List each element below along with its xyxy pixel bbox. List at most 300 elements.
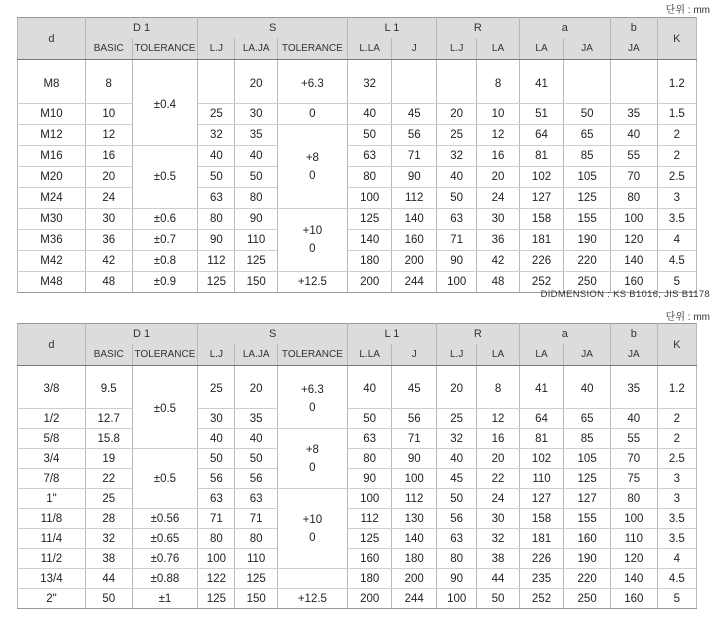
cell-a-la: 110: [519, 469, 564, 489]
cell-b-ja: 140: [610, 251, 657, 272]
cell-d1-tolerance: ±0.5: [132, 366, 198, 449]
cell-a-ja: 160: [564, 529, 611, 549]
header-l1: L 1: [347, 18, 436, 39]
cell-r-lj: 20: [437, 104, 477, 125]
table-row: [18, 429, 697, 449]
cell-a-ja: [564, 60, 611, 104]
cell-basic: 12.7: [85, 409, 132, 429]
cell-k: 2: [657, 409, 696, 429]
cell-r-la: 8: [477, 366, 519, 409]
cell-s-laja: 50: [235, 449, 277, 469]
cell-r-lj: 25: [437, 409, 477, 429]
cell-l1-j: 112: [392, 188, 437, 209]
cell-l1-j: 56: [392, 125, 437, 146]
header-s: S: [198, 324, 348, 345]
cell-k: 5: [657, 589, 696, 609]
header-r: R: [437, 18, 520, 39]
header-l1-j: J: [392, 38, 437, 60]
cell-l1-lla: 40: [347, 104, 392, 125]
cell-s-lj: 25: [198, 104, 235, 125]
cell-s-lj: 56: [198, 469, 235, 489]
table-row: [18, 449, 697, 469]
cell-basic: 22: [85, 469, 132, 489]
cell-l1-j: 90: [392, 167, 437, 188]
cell-a-ja: 125: [564, 188, 611, 209]
cell-s-laja: 35: [235, 125, 277, 146]
tol-zero: 0: [309, 461, 316, 474]
cell-r-la: 8: [477, 60, 519, 104]
cell-r-la: 42: [477, 251, 519, 272]
cell-d: 7/8: [18, 469, 86, 489]
cell-l1-lla: 180: [347, 251, 392, 272]
cell-a-la: 41: [519, 60, 564, 104]
header-s-tolerance: TOLERANCE: [277, 38, 347, 60]
cell-r-lj: 90: [437, 251, 477, 272]
cell-l1-j: 140: [392, 529, 437, 549]
cell-l1-lla: 112: [347, 509, 392, 529]
table-row: [18, 569, 697, 589]
header-s: S: [198, 18, 348, 39]
cell-l1-lla: 200: [347, 272, 392, 293]
cell-a-la: 64: [519, 409, 564, 429]
cell-r-lj: [437, 60, 477, 104]
header-b: b: [610, 18, 657, 39]
cell-l1-lla: 32: [347, 60, 392, 104]
cell-s-lj: 80: [198, 209, 235, 230]
cell-l1-lla: 160: [347, 549, 392, 569]
cell-r-la: 32: [477, 529, 519, 549]
tol-plus: +8: [305, 443, 319, 456]
cell-a-ja: 125: [564, 469, 611, 489]
cell-d1-tolerance: ±0.7: [132, 230, 198, 251]
cell-b-ja: 35: [610, 104, 657, 125]
cell-r-la: 16: [477, 429, 519, 449]
cell-basic: 28: [85, 509, 132, 529]
cell-b-ja: 40: [610, 409, 657, 429]
cell-s-tolerance: [277, 209, 347, 272]
cell-r-la: 30: [477, 509, 519, 529]
cell-s-lj: 50: [198, 449, 235, 469]
tol-plus: +8: [305, 151, 319, 164]
cell-a-ja: 190: [564, 549, 611, 569]
cell-basic: 9.5: [85, 366, 132, 409]
cell-a-ja: 220: [564, 251, 611, 272]
cell-s-laja: 71: [235, 509, 277, 529]
cell-l1-j: 100: [392, 469, 437, 489]
cell-b-ja: [610, 60, 657, 104]
cell-k: 3.5: [657, 209, 696, 230]
cell-d1-tolerance: ±0.6: [132, 209, 198, 230]
cell-s-tolerance: [277, 429, 347, 489]
cell-b-ja: 140: [610, 569, 657, 589]
cell-r-lj: 63: [437, 209, 477, 230]
cell-l1-lla: 100: [347, 489, 392, 509]
cell-basic: 42: [85, 251, 132, 272]
cell-r-la: 16: [477, 146, 519, 167]
cell-b-ja: 100: [610, 509, 657, 529]
cell-d: 1": [18, 489, 86, 509]
cell-r-la: 38: [477, 549, 519, 569]
cell-r-la: 20: [477, 449, 519, 469]
tol-zero: 0: [309, 243, 316, 255]
cell-basic: 24: [85, 188, 132, 209]
cell-a-ja: 250: [564, 272, 611, 293]
header-b-ja: JA: [610, 344, 657, 366]
cell-k: 3: [657, 489, 696, 509]
cell-s-lj: 63: [198, 489, 235, 509]
tol-plus: +10: [302, 225, 323, 237]
table-row: [18, 529, 697, 549]
cell-d1-tolerance: ±0.5: [132, 449, 198, 509]
header-r-lj: L.J: [437, 344, 477, 366]
cell-a-la: 127: [519, 188, 564, 209]
cell-r-lj: 71: [437, 230, 477, 251]
cell-l1-j: 200: [392, 569, 437, 589]
cell-l1-j: 244: [392, 272, 437, 293]
cell-s-lj: 71: [198, 509, 235, 529]
cell-l1-lla: 140: [347, 230, 392, 251]
cell-d: M16: [18, 146, 86, 167]
cell-b-ja: 80: [610, 188, 657, 209]
table-row: [18, 251, 697, 272]
cell-r-lj: 40: [437, 449, 477, 469]
cell-s-laja: 90: [235, 209, 277, 230]
cell-s-lj: 125: [198, 589, 235, 609]
cell-r-lj: 40: [437, 167, 477, 188]
cell-r-la: 50: [477, 589, 519, 609]
table-row: [18, 230, 697, 251]
cell-s-tolerance: 0: [277, 104, 347, 125]
cell-s-tolerance: +12.5: [277, 589, 347, 609]
cell-l1-j: 90: [392, 449, 437, 469]
cell-basic: 15.8: [85, 429, 132, 449]
cell-b-ja: 70: [610, 167, 657, 188]
table-row: [18, 209, 697, 230]
cell-d1-tolerance: ±0.76: [132, 549, 198, 569]
cell-a-ja: 65: [564, 409, 611, 429]
cell-b-ja: 110: [610, 529, 657, 549]
cell-s-laja: 50: [235, 167, 277, 188]
cell-basic: 10: [85, 104, 132, 125]
header-b-ja: JA: [610, 38, 657, 60]
cell-d: M30: [18, 209, 86, 230]
cell-r-la: 10: [477, 104, 519, 125]
tol-plus: +6.3: [301, 384, 324, 396]
header-s-tolerance: TOLERANCE: [277, 344, 347, 366]
cell-a-ja: 40: [564, 366, 611, 409]
cell-l1-lla: 50: [347, 409, 392, 429]
header-d1-tolerance: TOLERANCE: [132, 38, 198, 60]
cell-d: 2": [18, 589, 86, 609]
cell-d1-tolerance: ±0.5: [132, 146, 198, 209]
cell-l1-j: 71: [392, 429, 437, 449]
cell-a-ja: 85: [564, 429, 611, 449]
cell-s-laja: 40: [235, 429, 277, 449]
cell-b-ja: 35: [610, 366, 657, 409]
cell-r-lj: 20: [437, 366, 477, 409]
header-d1: D 1: [85, 18, 197, 39]
header-d1: D 1: [85, 324, 197, 345]
cell-s-tolerance: [277, 125, 347, 209]
cell-l1-j: 130: [392, 509, 437, 529]
cell-a-ja: 190: [564, 230, 611, 251]
cell-s-tolerance: [277, 489, 347, 569]
cell-r-la: 12: [477, 125, 519, 146]
cell-l1-lla: 80: [347, 167, 392, 188]
header-l1-j: J: [392, 344, 437, 366]
header-r: R: [437, 324, 520, 345]
cell-s-laja: 20: [235, 366, 277, 409]
cell-r-la: 20: [477, 167, 519, 188]
cell-k: 2: [657, 125, 696, 146]
cell-a-ja: 155: [564, 509, 611, 529]
cell-r-la: 12: [477, 409, 519, 429]
cell-k: 3.5: [657, 529, 696, 549]
cell-d: 13/4: [18, 569, 86, 589]
table-row: [18, 589, 697, 609]
cell-l1-lla: 125: [347, 529, 392, 549]
cell-l1-lla: 180: [347, 569, 392, 589]
cell-basic: 36: [85, 230, 132, 251]
cell-s-laja: 80: [235, 529, 277, 549]
cell-l1-lla: 50: [347, 125, 392, 146]
cell-k: 1.2: [657, 366, 696, 409]
cell-l1-lla: 90: [347, 469, 392, 489]
cell-s-lj: 40: [198, 429, 235, 449]
cell-b-ja: 75: [610, 469, 657, 489]
cell-a-la: 252: [519, 589, 564, 609]
cell-d: M36: [18, 230, 86, 251]
cell-a-ja: 127: [564, 489, 611, 509]
cell-a-la: 226: [519, 251, 564, 272]
cell-l1-j: 45: [392, 104, 437, 125]
cell-r-lj: 80: [437, 549, 477, 569]
cell-b-ja: 100: [610, 209, 657, 230]
cell-l1-lla: 100: [347, 188, 392, 209]
header-k: K: [657, 324, 696, 366]
table-row: [18, 188, 697, 209]
cell-b-ja: 160: [610, 589, 657, 609]
tol-zero: 0: [309, 169, 316, 182]
dimension-note: DIDMENSION : KS B1016, JIS B1178: [540, 289, 710, 300]
cell-d1-tolerance: ±0.4: [132, 60, 198, 146]
table-row: [18, 125, 697, 146]
cell-l1-j: 244: [392, 589, 437, 609]
header-b: b: [610, 324, 657, 345]
header-l1-lla: L.LA: [347, 38, 392, 60]
cell-s-laja: 150: [235, 589, 277, 609]
cell-l1-lla: 80: [347, 449, 392, 469]
header-d1-tolerance: TOLERANCE: [132, 344, 198, 366]
cell-l1-lla: 200: [347, 589, 392, 609]
tol-zero: 0: [309, 531, 316, 544]
table-row: [18, 104, 697, 125]
header-l1: L 1: [347, 324, 436, 345]
cell-a-ja: 65: [564, 125, 611, 146]
cell-r-la: 48: [477, 272, 519, 293]
cell-s-lj: 63: [198, 188, 235, 209]
cell-k: 3.5: [657, 509, 696, 529]
cell-a-la: 102: [519, 167, 564, 188]
cell-r-la: 24: [477, 188, 519, 209]
header-k: K: [657, 18, 696, 60]
cell-r-la: 36: [477, 230, 519, 251]
cell-b-ja: 40: [610, 125, 657, 146]
cell-a-la: 226: [519, 549, 564, 569]
cell-l1-j: 112: [392, 489, 437, 509]
cell-d1-tolerance: ±0.56: [132, 509, 198, 529]
header-d: d: [18, 18, 86, 60]
table-row: [18, 469, 697, 489]
table-row: [18, 60, 697, 104]
header-a-ja: JA: [564, 38, 611, 60]
cell-s-lj: 90: [198, 230, 235, 251]
cell-basic: 30: [85, 209, 132, 230]
cell-s-lj: 50: [198, 167, 235, 188]
cell-s-laja: 110: [235, 230, 277, 251]
cell-s-laja: 150: [235, 272, 277, 293]
cell-s-laja: 110: [235, 549, 277, 569]
cell-s-lj: [198, 60, 235, 104]
cell-s-laja: 125: [235, 251, 277, 272]
cell-d: M48: [18, 272, 86, 293]
cell-a-la: 181: [519, 529, 564, 549]
header-r-la: LA: [477, 38, 519, 60]
header-a: a: [519, 324, 610, 345]
cell-d: 11/8: [18, 509, 86, 529]
tol-plus: +10: [302, 513, 323, 526]
cell-b-ja: 120: [610, 230, 657, 251]
cell-a-la: 158: [519, 509, 564, 529]
cell-basic: 50: [85, 589, 132, 609]
cell-basic: 48: [85, 272, 132, 293]
cell-d: M20: [18, 167, 86, 188]
cell-r-lj: 50: [437, 188, 477, 209]
cell-a-ja: 250: [564, 589, 611, 609]
cell-s-laja: 80: [235, 188, 277, 209]
cell-a-la: 51: [519, 104, 564, 125]
cell-s-laja: 63: [235, 489, 277, 509]
header-r-la: LA: [477, 344, 519, 366]
cell-r-lj: 56: [437, 509, 477, 529]
cell-a-la: 102: [519, 449, 564, 469]
cell-d1-tolerance: ±0.9: [132, 272, 198, 293]
cell-s-lj: 125: [198, 272, 235, 293]
cell-d: M10: [18, 104, 86, 125]
cell-r-lj: 50: [437, 489, 477, 509]
cell-b-ja: 70: [610, 449, 657, 469]
cell-d: 11/4: [18, 529, 86, 549]
cell-s-tolerance: +12.5: [277, 272, 347, 293]
header-d: d: [18, 324, 86, 366]
cell-d1-tolerance: ±0.65: [132, 529, 198, 549]
cell-k: 1.5: [657, 104, 696, 125]
cell-s-laja: 40: [235, 146, 277, 167]
cell-b-ja: 80: [610, 489, 657, 509]
cell-d: M8: [18, 60, 86, 104]
cell-r-lj: 90: [437, 569, 477, 589]
cell-basic: 44: [85, 569, 132, 589]
table-row: [18, 366, 697, 409]
table-row: [18, 409, 697, 429]
header-a: a: [519, 18, 610, 39]
header-s-lj: L.J: [198, 344, 235, 366]
cell-k: 3: [657, 188, 696, 209]
cell-a-ja: 155: [564, 209, 611, 230]
cell-d: 1/2: [18, 409, 86, 429]
cell-d1-tolerance: ±0.8: [132, 251, 198, 272]
cell-s-laja: 20: [235, 60, 277, 104]
cell-s-lj: 32: [198, 125, 235, 146]
cell-s-laja: 30: [235, 104, 277, 125]
cell-l1-j: 71: [392, 146, 437, 167]
cell-r-lj: 25: [437, 125, 477, 146]
cell-a-la: 81: [519, 146, 564, 167]
header-a-la: LA: [519, 344, 564, 366]
cell-basic: 38: [85, 549, 132, 569]
header-a-la: LA: [519, 38, 564, 60]
cell-a-la: 127: [519, 489, 564, 509]
header-basic: BASIC: [85, 38, 132, 60]
cell-a-ja: 220: [564, 569, 611, 589]
cell-a-ja: 85: [564, 146, 611, 167]
cell-k: 3: [657, 469, 696, 489]
cell-s-tolerance: +6.3: [277, 60, 347, 104]
cell-d: 3/4: [18, 449, 86, 469]
cell-a-ja: 105: [564, 167, 611, 188]
header-l1-lla: L.LA: [347, 344, 392, 366]
tol-zero: 0: [309, 402, 316, 414]
cell-l1-j: 140: [392, 209, 437, 230]
cell-a-la: 64: [519, 125, 564, 146]
cell-k: 2.5: [657, 167, 696, 188]
cell-d: 11/2: [18, 549, 86, 569]
cell-d: M24: [18, 188, 86, 209]
cell-l1-lla: 125: [347, 209, 392, 230]
cell-b-ja: 55: [610, 146, 657, 167]
cell-d: 3/8: [18, 366, 86, 409]
header-s-lj: L.J: [198, 38, 235, 60]
header-r-lj: L.J: [437, 38, 477, 60]
cell-k: 2: [657, 429, 696, 449]
cell-s-lj: 100: [198, 549, 235, 569]
cell-r-la: 24: [477, 489, 519, 509]
cell-basic: 16: [85, 146, 132, 167]
cell-d: M12: [18, 125, 86, 146]
table-row: [18, 549, 697, 569]
cell-r-la: 44: [477, 569, 519, 589]
cell-r-lj: 100: [437, 589, 477, 609]
spec-table-metric: [17, 17, 697, 293]
header-s-laja: LA.JA: [235, 38, 277, 60]
unit-label: 단위 : mm: [665, 312, 710, 323]
cell-s-lj: 80: [198, 529, 235, 549]
cell-r-la: 30: [477, 209, 519, 230]
cell-b-ja: 55: [610, 429, 657, 449]
cell-a-ja: 50: [564, 104, 611, 125]
cell-d: 5/8: [18, 429, 86, 449]
cell-basic: 32: [85, 529, 132, 549]
cell-s-lj: 40: [198, 146, 235, 167]
cell-d1-tolerance: ±0.88: [132, 569, 198, 589]
cell-s-lj: 112: [198, 251, 235, 272]
cell-l1-j: 180: [392, 549, 437, 569]
cell-l1-lla: 63: [347, 429, 392, 449]
table-row: [18, 489, 697, 509]
cell-a-la: 41: [519, 366, 564, 409]
cell-l1-j: [392, 60, 437, 104]
cell-s-lj: 30: [198, 409, 235, 429]
